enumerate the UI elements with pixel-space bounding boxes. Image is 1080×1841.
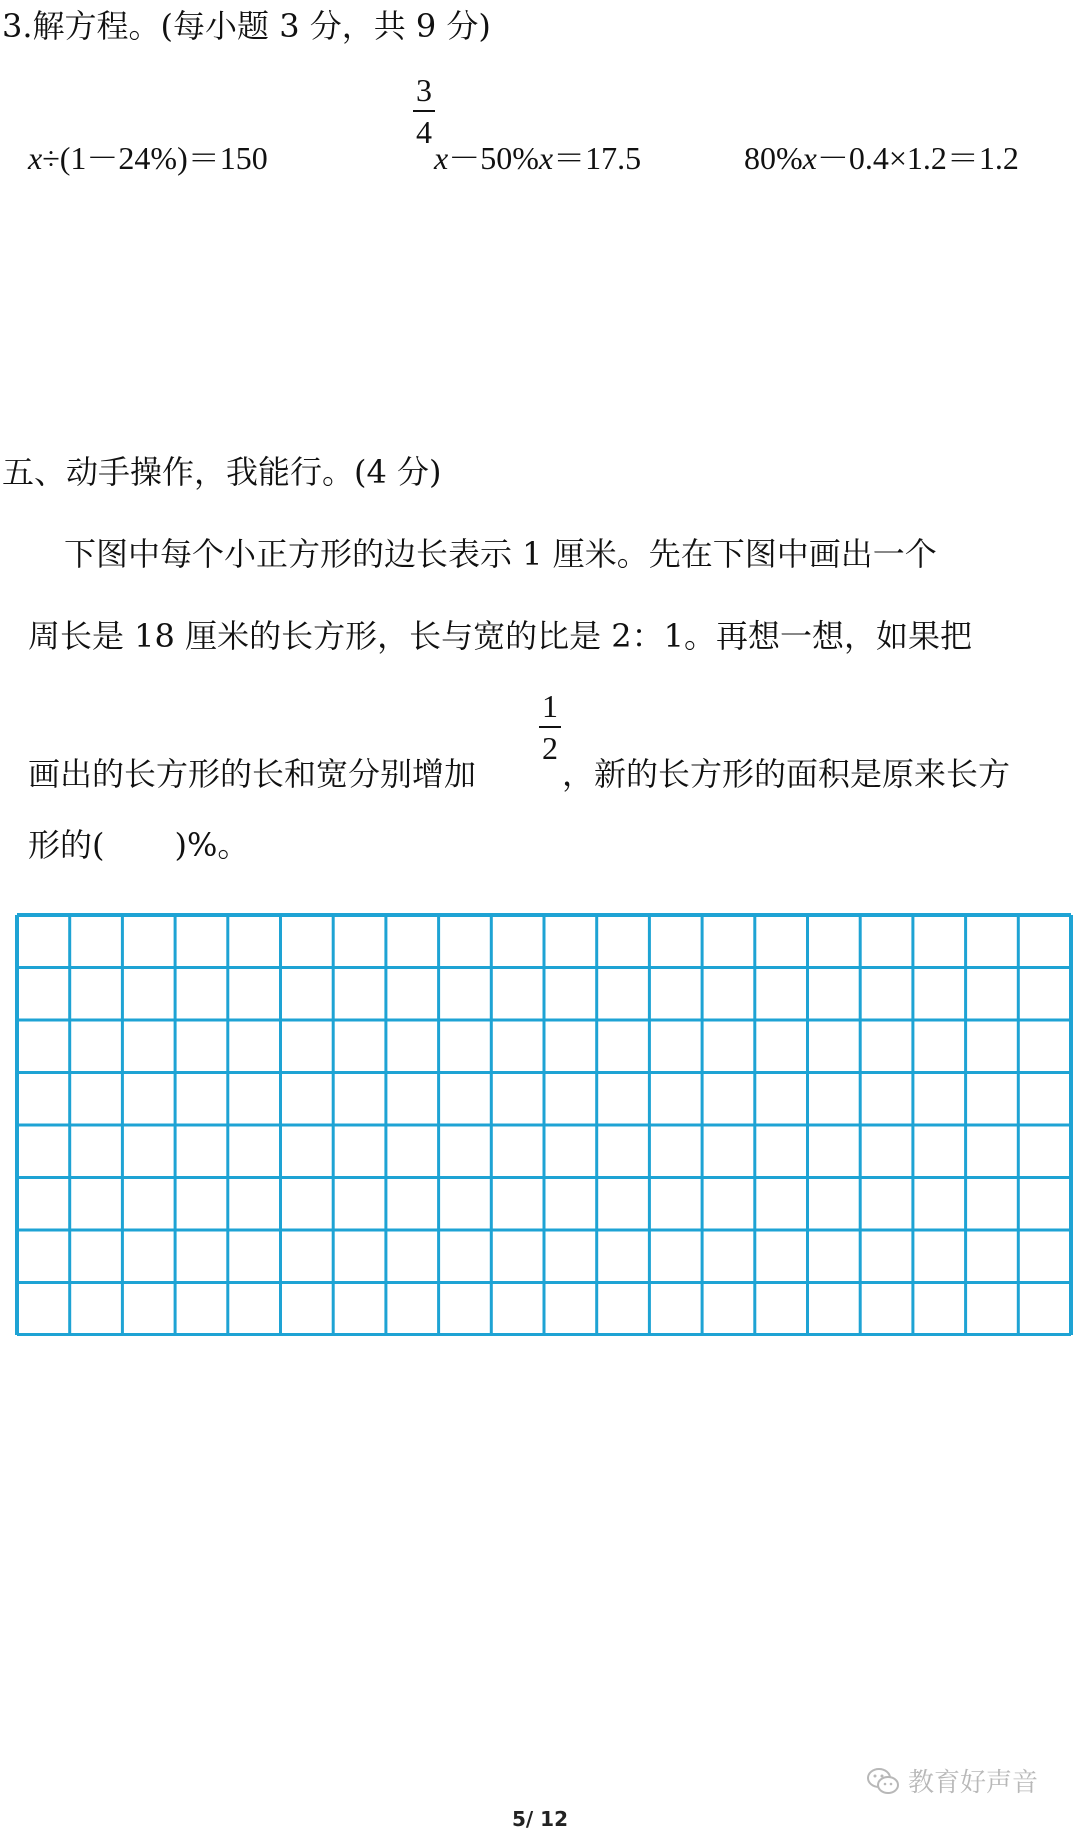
equation-1 <box>28 142 268 174</box>
section5-paragraph-line-3-start: 画出的长方形的长和宽分别增加 <box>28 755 477 793</box>
equation-2-middle: －50% <box>448 140 539 176</box>
section5-paragraph-line-4 <box>28 826 250 864</box>
equation-3-variable: x <box>802 140 817 176</box>
answer-suffix: )%。 <box>174 826 250 864</box>
watermark-text: 教育好声音 <box>908 1768 1039 1798</box>
section5-paragraph-line-3-end: ，新的长方形的面积是原来长方 <box>562 755 1011 793</box>
equation-3 <box>744 142 1019 174</box>
equation-1-variable: x <box>28 140 43 176</box>
answer-prefix: 形的( <box>28 826 105 864</box>
equation-2 <box>434 142 641 174</box>
equation-2-fraction-denominator: 4 <box>416 114 432 150</box>
equation-2-fraction <box>413 74 435 150</box>
section5-paragraph-line-2: 周长是 18 厘米的长方形，长与宽的比是 2：1。再想一想，如果把 <box>28 617 972 655</box>
equation-3-rest: －0.4×1.2＝1.2 <box>816 140 1019 176</box>
section5-heading: 五、动手操作，我能行。(4 分) <box>2 453 442 491</box>
equation-2-variable-1: x <box>434 140 449 176</box>
watermark <box>866 1762 1038 1799</box>
wechat-icon <box>866 1767 900 1795</box>
equation-2-rest: ＝17.5 <box>553 140 642 176</box>
section5-fraction-one-half <box>539 690 561 766</box>
section5-fraction-bar <box>539 726 561 728</box>
equation-1-rest: ÷(1－24%)＝150 <box>42 140 268 176</box>
section3-heading: 3.解方程。(每小题 3 分，共 9 分) <box>2 7 491 45</box>
equation-3-lead: 80% <box>744 140 803 176</box>
equation-2-variable-2: x <box>538 140 554 176</box>
section5-fraction-numerator: 1 <box>542 688 558 724</box>
equation-2-fraction-numerator: 3 <box>416 72 432 108</box>
drawing-grid[interactable] <box>14 912 1076 1336</box>
equation-2-fraction-bar <box>413 110 435 112</box>
page-number: 5/ 12 <box>511 1807 568 1831</box>
section5-paragraph-line-1: 下图中每个小正方形的边长表示 1 厘米。先在下图中画出一个 <box>64 535 937 573</box>
section5-fraction-denominator: 2 <box>542 730 558 766</box>
